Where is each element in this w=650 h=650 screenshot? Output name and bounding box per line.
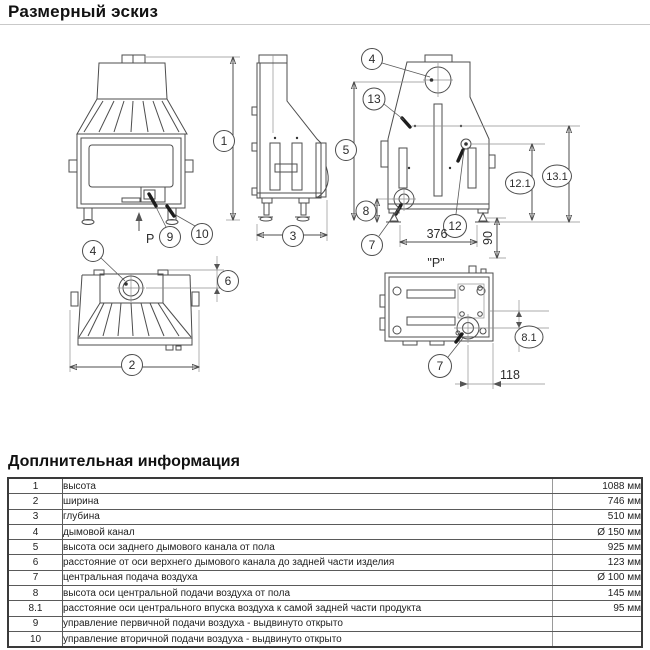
callout-8: 8: [362, 204, 370, 218]
row-num: 10: [8, 631, 63, 647]
row-desc: расстояние от оси верхнего дымового канала до задней части изделия: [63, 555, 553, 570]
svg-text:7: 7: [368, 238, 376, 252]
table-row: [8, 555, 642, 570]
table-row: [8, 478, 642, 494]
row-value: [553, 616, 643, 631]
table-row: [8, 509, 642, 524]
dim-118-label: 118: [500, 368, 520, 382]
row-desc: дымовой канал: [63, 524, 553, 539]
row-value: Ø 150 мм: [553, 524, 643, 539]
row-value: 746 мм: [553, 494, 643, 509]
row-value: 510 мм: [553, 509, 643, 524]
section-view-label: "P": [427, 256, 445, 270]
dim-90: [481, 218, 506, 258]
page-title: Размерный эскиз: [8, 2, 159, 21]
row-num: 7: [8, 570, 63, 585]
table-row: [8, 616, 642, 631]
table-row: [8, 494, 642, 509]
table-row: [8, 540, 642, 555]
row-desc: ширина: [63, 494, 553, 509]
row-desc: высота: [63, 478, 553, 494]
dim-90-label: 90: [481, 231, 495, 245]
front-view: [69, 55, 193, 225]
row-num: 4: [8, 524, 63, 539]
row-desc: управление вторичной подачи воздуха - выдвинуто открыто: [63, 633, 342, 645]
row-value: 123 мм: [553, 555, 643, 570]
row-num: 6: [8, 555, 63, 570]
row-desc: центральная подача воздуха: [63, 570, 553, 585]
p-direction-arrow: [136, 212, 155, 246]
row-num: 1: [8, 478, 63, 494]
side-view: [252, 55, 328, 221]
bottom-view-p: [380, 266, 493, 345]
callout-3: 3: [289, 229, 297, 243]
top-view: [71, 270, 199, 350]
row-desc: управление первичной подачи воздуха - выдвинуто открыто: [63, 616, 553, 631]
p-arrow-label: P: [146, 232, 155, 246]
table-row: [8, 601, 642, 616]
dim-8-1: [481, 300, 549, 352]
table-row: [8, 631, 642, 647]
callout-13-1: 13.1: [546, 171, 568, 183]
dim-depth-3: [257, 200, 327, 247]
callout-4-rear: [362, 49, 431, 78]
callout-6: 6: [224, 274, 232, 288]
row-desc: высота оси заднего дымового канала от пола: [63, 540, 553, 555]
svg-text:9: 9: [166, 230, 174, 244]
callout-5: 5: [342, 143, 350, 157]
svg-text:13: 13: [367, 92, 381, 106]
row-value: [553, 631, 643, 647]
row-desc: расстояние оси центрального впуска воздуха к самой задней части продукта: [63, 601, 553, 616]
row-num: 2: [8, 494, 63, 509]
dim-8: [356, 199, 393, 222]
callout-13: [363, 88, 404, 120]
row-num: 3: [8, 509, 63, 524]
callout-12: [444, 150, 467, 238]
callout-7-bottom: [429, 338, 464, 378]
dim-376-label: 376: [426, 227, 448, 241]
table-row: [8, 586, 642, 601]
svg-text:7: 7: [436, 359, 444, 373]
svg-text:4: 4: [89, 244, 97, 258]
dim-118: [455, 343, 545, 389]
row-desc: глубина: [63, 509, 553, 524]
svg-text:10: 10: [195, 227, 209, 241]
rear-view: [381, 55, 495, 222]
row-value: 145 мм: [553, 586, 643, 601]
row-value: Ø 100 мм: [553, 570, 643, 585]
svg-text:4: 4: [368, 52, 376, 66]
table-row: [8, 570, 642, 585]
info-section-title: Доплнительная информация: [8, 453, 240, 470]
row-num: 5: [8, 540, 63, 555]
callout-12-1: 12.1: [509, 178, 531, 190]
callout-8-1: 8.1: [521, 332, 537, 344]
row-value: 95 мм: [553, 601, 643, 616]
dim-13-1: [412, 126, 580, 222]
row-value: 1088 мм: [553, 478, 643, 494]
row-num: 8.1: [8, 601, 63, 616]
row-num: 8: [8, 586, 63, 601]
callout-1: 1: [220, 134, 228, 148]
row-value: 925 мм: [553, 540, 643, 555]
svg-text:12: 12: [448, 219, 462, 233]
info-table: [7, 477, 643, 648]
callout-2: 2: [128, 358, 136, 372]
row-desc: высота оси центральной подачи воздуха от пола: [63, 586, 553, 601]
row-num: 9: [8, 616, 63, 631]
table-row: [8, 524, 642, 539]
